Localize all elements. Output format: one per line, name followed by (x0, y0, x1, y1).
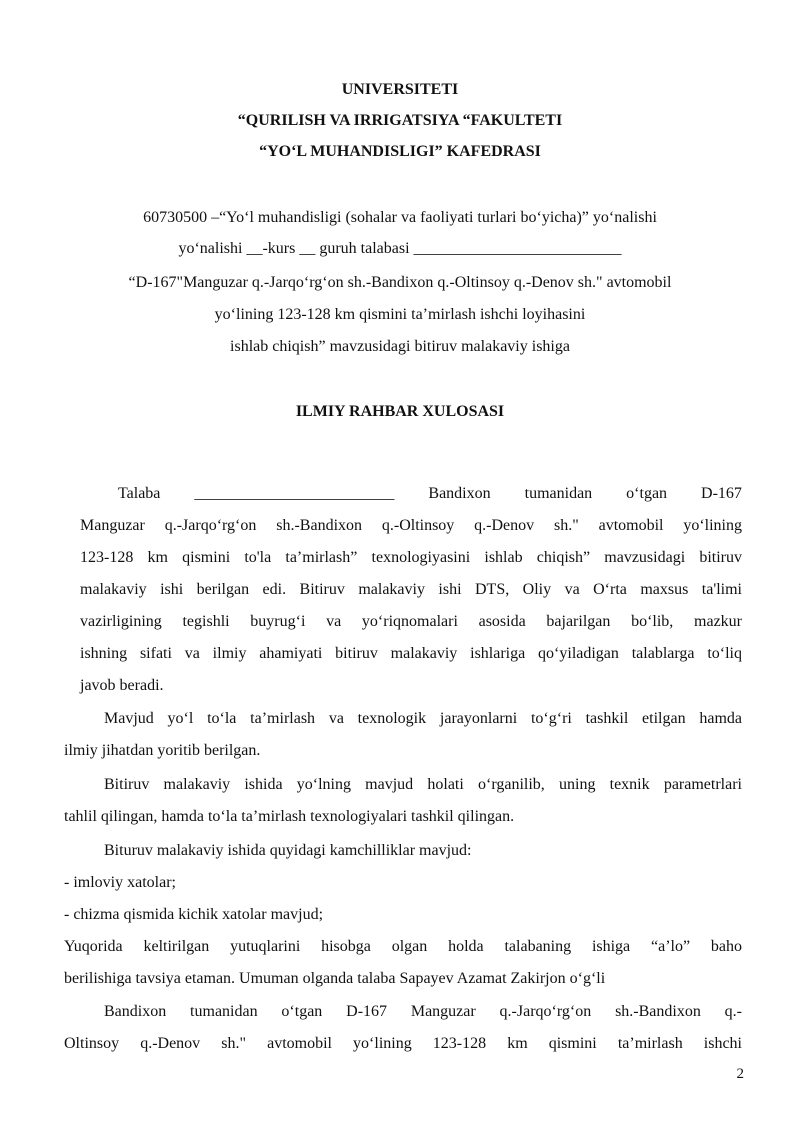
p3-line-2: tahlil qilingan, hamda to‘la ta’mirlash texnologiyalari tashkil qilingan. (64, 808, 515, 825)
p1-word: o‘tgan (626, 485, 668, 502)
university-heading: UNIVERSITETI (341, 81, 459, 98)
intro-line-2: yo‘nalishi __-kurs __ guruh talabasi __________________________ (178, 240, 622, 257)
intro-line-3: “D-167"Manguzar q.-Jarqo‘rg‘on sh.-Bandixon q.-Oltinsoy q.-Denov sh." avtomobil (128, 274, 672, 291)
p1-line: Manguzar q.-Jarqo‘rg‘on sh.-Bandixon q.-Oltinsoy q.-Denov sh." avtomobil yo‘lining (80, 517, 742, 534)
p1-word: Bandixon (428, 485, 491, 502)
p1-line: vazirligining tegishli buyrug‘i va yo‘riqnomalari asosida bajarilgan bo‘lib, mazkur (80, 613, 742, 630)
p6-line-1: Bandixon tumanidan o‘tgan D-167 Manguzar q.-Jarqo‘rg‘on sh.-Bandixon q.- (104, 1003, 742, 1020)
p2-line-1: Mavjud yo‘l to‘la ta’mirlash va texnologik jarayonlarni to‘g‘ri tashkil etilgan hamda (104, 710, 742, 727)
p1-line: ishning sifati va ilmiy ahamiyati bitiruv malakaviy ishlariga qo‘yiladigan talablarga to‘liq (80, 645, 742, 662)
p1-last-line: javob beradi. (80, 677, 164, 694)
bullet-item: - chizma qismida kichik xatolar mavjud; (64, 906, 324, 923)
bullet-item: - imloviy xatolar; (64, 874, 176, 891)
p3-line-1: Bitiruv malakaviy ishida yo‘lning mavjud holati o‘rganilib, uning texnik parametrlari (104, 776, 742, 793)
section-title: ILMIY RAHBAR XULOSASI (295, 403, 505, 420)
p1-line: malakaviy ishi berilgan edi. Bitiruv malakaviy ishi DTS, Oliy va O‘rta maxsus ta'limi (80, 581, 742, 598)
intro-line-1: 60730500 –“Yo‘l muhandisligi (sohalar va faoliyati turlari bo‘yicha)” yo‘nalishi (143, 209, 657, 226)
page-number: 2 (736, 1066, 744, 1082)
department-heading: “YO‘L MUHANDISLIGI” KAFEDRASI (259, 143, 541, 160)
intro-line-4: yo‘lining 123-128 km qismini ta’mirlash ishchi loyihasini (214, 306, 586, 323)
intro-line-5: ishlab chiqish” mavzusidagi bitiruv malakaviy ishiga (230, 338, 570, 355)
faculty-heading: “QURILISH VA IRRIGATSIYA “FAKULTETI (237, 112, 563, 129)
p5-line-2: berilishiga tavsiya etaman. Umuman olganda talaba Sapayev Azamat Zakirjon o‘g‘li (64, 970, 606, 987)
p2-line-2: ilmiy jihatdan yoritib berilgan. (64, 742, 261, 759)
student-name-blank: _________________________ (194, 485, 395, 502)
p1-line: 123-128 km qismini to'la ta’mirlash” texnologiyasini ishlab chiqish” mavzusidagi bitiruv (80, 549, 742, 566)
p5-line-1: Yuqorida keltirilgan yutuqlarini hisobga olgan holda talabaning ishiga “a’lo” baho (64, 938, 742, 955)
p6-line-2: Oltinsoy q.-Denov sh." avtomobil yo‘lining 123-128 km qismini ta’mirlash ishchi (64, 1035, 742, 1052)
p1-word: D-167 (701, 485, 742, 502)
p1-word: Talaba (118, 485, 161, 502)
p1-word: tumanidan (524, 485, 593, 502)
p4-line-1: Bituruv malakaviy ishida quyidagi kamchilliklar mavjud: (104, 842, 472, 859)
p1-first-line (118, 484, 742, 504)
